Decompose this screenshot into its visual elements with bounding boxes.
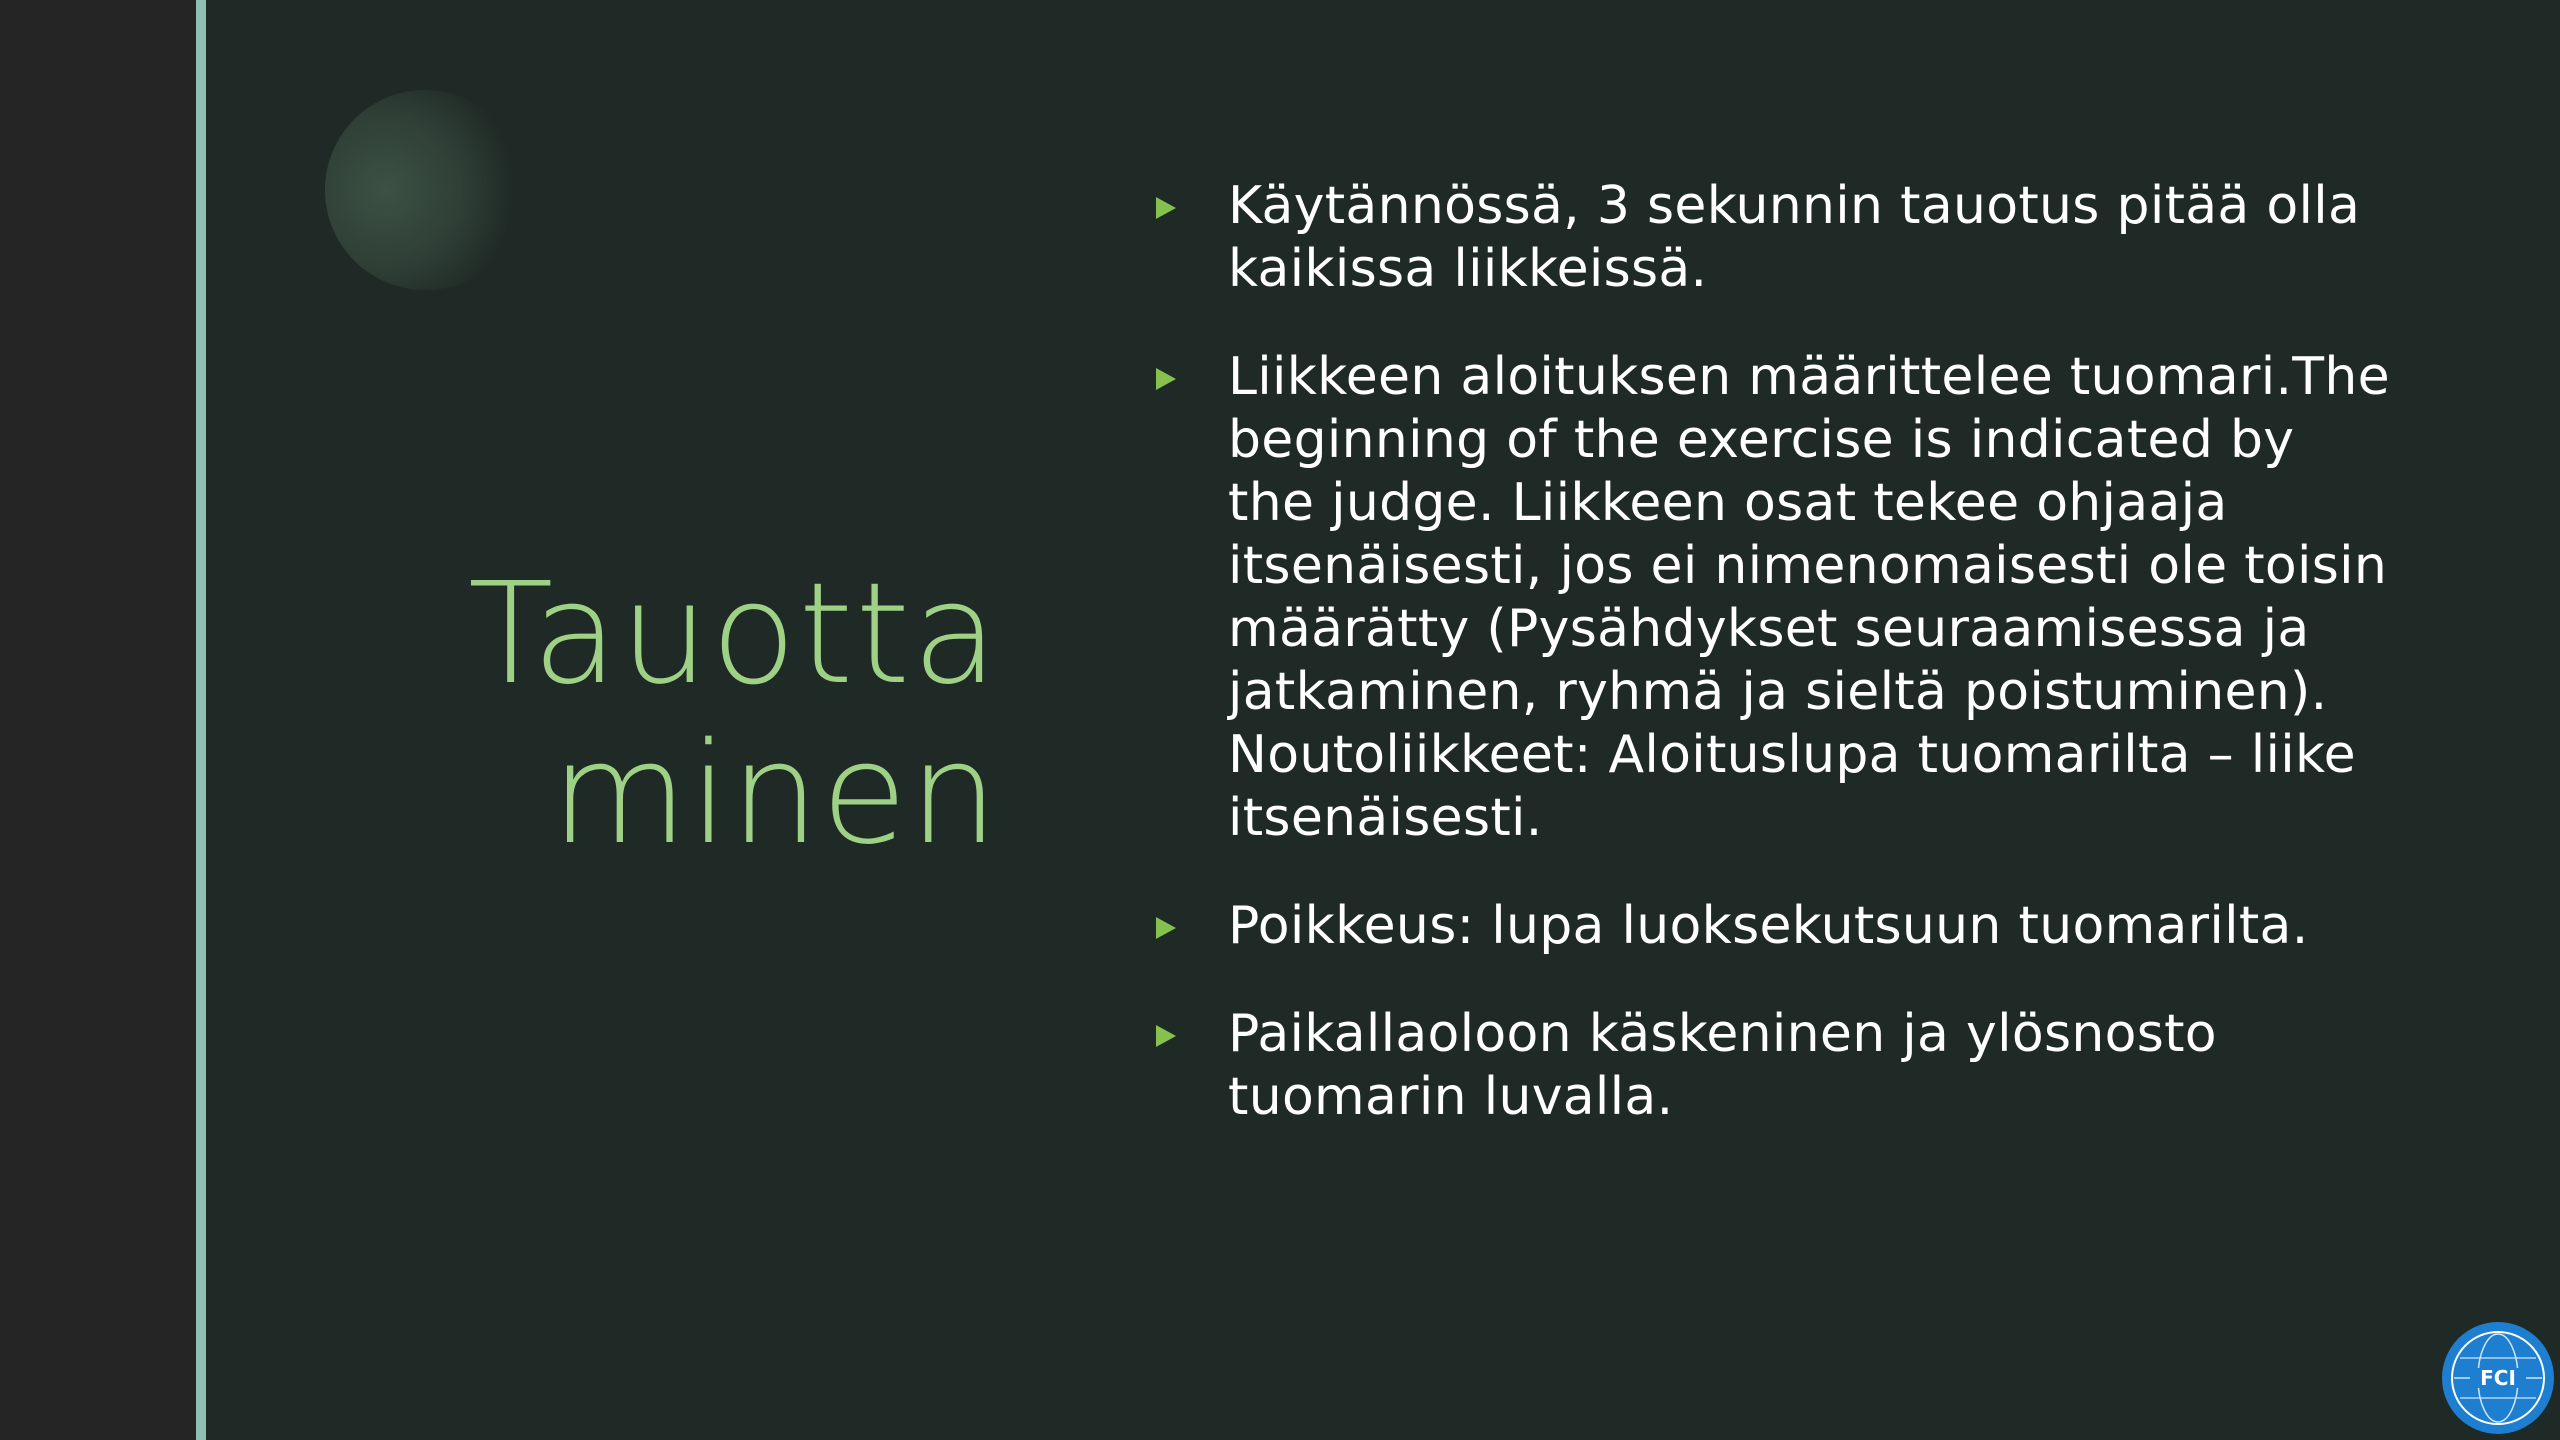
bullet-text: Käytännössä, 3 sekunnin tauotus pitää olla kaikissa liikkeissä. (1228, 176, 2361, 299)
decorative-circle (325, 90, 525, 290)
triangle-right-icon (1156, 368, 1176, 390)
triangle-right-icon (1156, 917, 1176, 939)
slide-title-line-1: Tauotta (467, 553, 1000, 716)
bullet-item (1150, 895, 2390, 958)
bullet-item (1150, 1003, 2390, 1129)
bullet-item (1150, 175, 2390, 301)
fci-logo (2440, 1320, 2556, 1436)
triangle-right-icon (1156, 197, 1176, 219)
bullet-list (1150, 175, 2390, 1174)
triangle-right-icon (1156, 1025, 1176, 1047)
fci-logo-text: FCI (2480, 1366, 2516, 1390)
slide-title-line-2: minen (551, 713, 1000, 876)
bullet-text: Poikkeus: lupa luoksekutsuun tuomarilta. (1228, 896, 2309, 956)
bullet-item (1150, 346, 2390, 850)
bullet-text: Paikallaoloon käskeninen ja ylösnosto tuomarin luvalla. (1228, 1004, 2217, 1127)
accent-line (196, 0, 206, 1440)
bullet-text: Liikkeen aloituksen määrittelee tuomari.The beginning of the exercise is indicated by the judge. Liikkeen osat tekee ohjaaja itsenäisesti, jos ei nimenomaisesti ole toisin määrätty (Pysähdykset seuraamisessa ja jatkaminen, ryhmä ja sieltä poistuminen). Noutoliikkeet: Aloituslupa tuomarilta – liike itsenäisesti. (1228, 347, 2390, 848)
left-band (0, 0, 196, 1440)
slide-title (300, 555, 1000, 875)
